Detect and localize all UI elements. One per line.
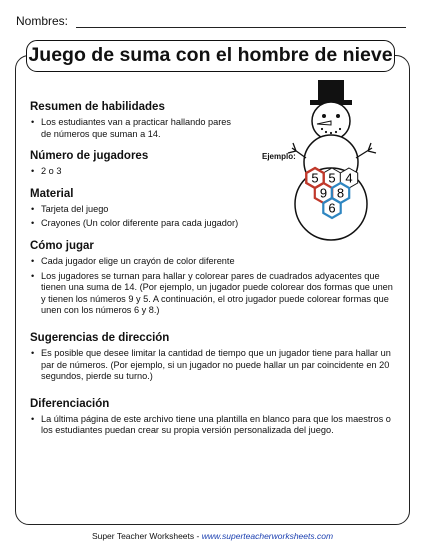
hex-number: 5 bbox=[311, 170, 319, 186]
list-item: • Crayones (Un color diferente para cada jugador) bbox=[30, 218, 395, 230]
left-arm-icon bbox=[288, 143, 306, 158]
list-item: • Cada jugador elige un crayón de color diferente bbox=[30, 256, 395, 268]
name-line[interactable] bbox=[76, 27, 406, 28]
skills-heading: Resumen de habilidades bbox=[30, 101, 165, 113]
list-item: • Los jugadores se turnan para hallar y colorear pares de cuadrados adyacentes que tienen una suma de 14. (Por ejemplo, un jugador puede colorear dos formas que unen y tienen los números 9 y 5. A continuación, el otro jugador puede colorear formas que unen con los números 6 y 8.) bbox=[30, 271, 395, 317]
howto-section bbox=[30, 239, 395, 317]
hex-number: 8 bbox=[336, 185, 345, 201]
list-item: • Los estudiantes van a practicar hallando pares de números que suman a 14. bbox=[30, 117, 241, 140]
list-item: • Es posible que desee limitar la cantidad de tiempo que un jugador tiene para hallar un par de números. (Por ejemplo, si un jugador no puede hallar un par coincidente en 20 segundos, pierde su turno.) bbox=[30, 348, 395, 383]
page-title: Juego de suma con el hombre de nieve bbox=[26, 40, 395, 72]
eye-icon bbox=[322, 114, 326, 118]
snowman-illustration bbox=[262, 78, 402, 248]
footer-link[interactable]: www.superteacherworksheets.com bbox=[201, 531, 334, 541]
players-heading: Número de jugadores bbox=[30, 150, 149, 163]
list-item: • Tarjeta del juego bbox=[30, 204, 395, 216]
howto-heading: Cómo jugar bbox=[30, 239, 94, 252]
hex-number: 4 bbox=[345, 170, 353, 186]
example-label: Ejemplo: bbox=[262, 152, 296, 161]
name-label: Nombres: bbox=[16, 14, 69, 28]
tips-heading: Sugerencias de dirección bbox=[30, 331, 170, 344]
hex-number: 9 bbox=[319, 185, 328, 201]
eye-icon bbox=[336, 114, 340, 118]
list-item: • La última página de este archivo tiene una plantilla en blanco para que los maestros o los estudiantes puedan crear su propia versión personalizada del juego. bbox=[30, 414, 395, 437]
differentiation-heading: Diferenciación bbox=[30, 397, 110, 410]
differentiation-list bbox=[30, 414, 395, 437]
hex-number: 6 bbox=[328, 200, 336, 216]
name-row bbox=[16, 14, 396, 30]
list-item: • 2 o 3 bbox=[30, 166, 395, 178]
tips-section bbox=[30, 331, 395, 383]
differentiation-section bbox=[30, 397, 395, 437]
hat-top-icon bbox=[318, 80, 344, 102]
footer-text: Super Teacher Worksheets - bbox=[91, 531, 202, 541]
howto-list bbox=[30, 256, 395, 317]
materials-heading: Material bbox=[30, 187, 74, 200]
right-arm-icon bbox=[356, 143, 376, 158]
tips-list bbox=[30, 348, 395, 383]
footer bbox=[0, 531, 425, 541]
hex-number: 5 bbox=[328, 170, 336, 186]
